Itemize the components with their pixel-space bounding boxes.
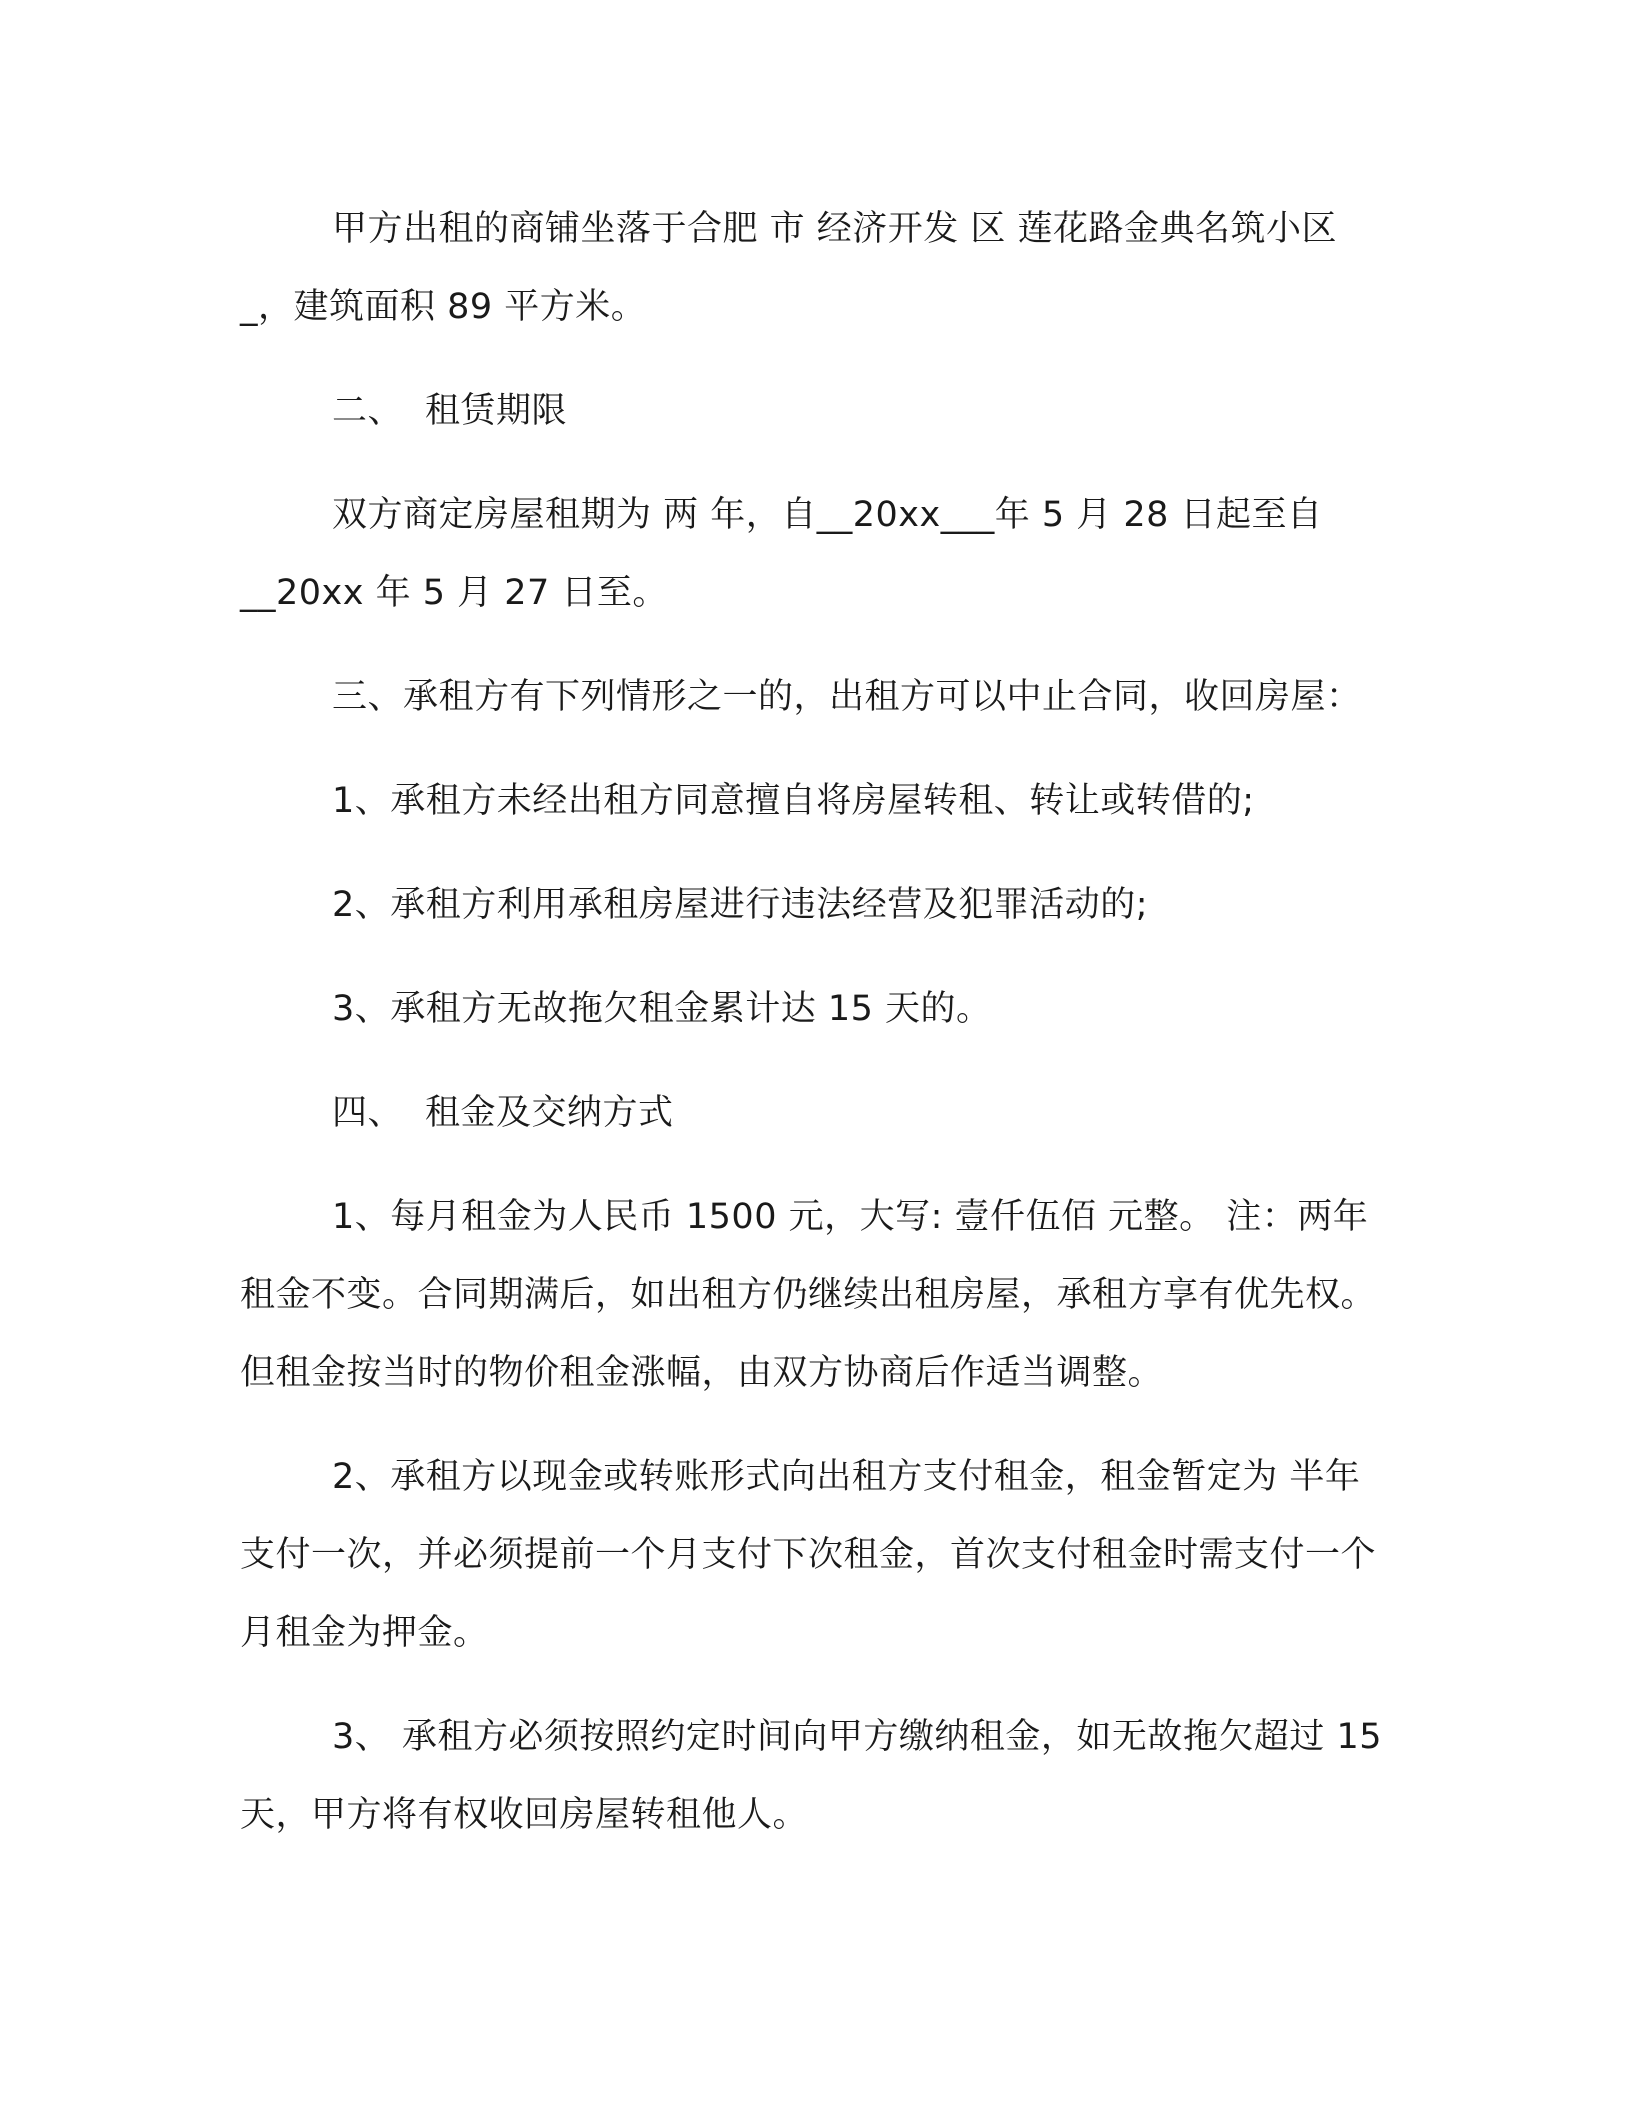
- document-body: [240, 190, 1390, 1880]
- section-heading-rent-payment: [240, 1074, 1390, 1152]
- section-number: 四、: [332, 1093, 404, 1133]
- paragraph-property-location: 甲方出租的商铺坐落于合肥 市 经济开发 区 莲花路金典名筑小区_，建筑面积 89 平方米。: [240, 209, 1338, 327]
- section-title: 租金及交纳方式: [425, 1093, 674, 1133]
- section-number: 二、: [332, 391, 404, 431]
- section-heading-lease-term: [240, 372, 1390, 450]
- list-item-termination-3: 3、承租方无故拖欠租金累计达 15 天的。: [332, 989, 992, 1029]
- paragraph-rent-overdue: 3、 承租方必须按照约定时间向甲方缴纳租金，如无故拖欠超过 15 天，甲方将有权收回房屋转租他人。: [240, 1717, 1383, 1835]
- paragraph-lease-period: 双方商定房屋租期为 两 年，自__20xx___年 5 月 28 日起至自__20xx 年 5 月 27 日至。: [240, 495, 1323, 613]
- section-title: 租赁期限: [425, 391, 568, 431]
- paragraph-termination-conditions: 三、承租方有下列情形之一的，出租方可以中止合同，收回房屋：: [332, 677, 1362, 717]
- list-item-termination-1: 1、承租方未经出租方同意擅自将房屋转租、转让或转借的;: [332, 781, 1255, 821]
- list-item-termination-2: 2、承租方利用承租房屋进行违法经营及犯罪活动的;: [332, 885, 1149, 925]
- paragraph-rent-payment-method: 2、承租方以现金或转账形式向出租方支付租金，租金暂定为 半年 支付一次，并必须提前一个月支付下次租金，首次支付租金时需支付一个月租金为押金。: [240, 1457, 1377, 1653]
- paragraph-rent-amount: 1、每月租金为人民币 1500 元，大写: 壹仟伍佰 元整。 注：两年租金不变。合同期满后，如出租方仍继续出租房屋，承租方享有优先权。但租金按当时的物价租金涨幅，由双方协商后作适当调整。: [240, 1197, 1377, 1393]
